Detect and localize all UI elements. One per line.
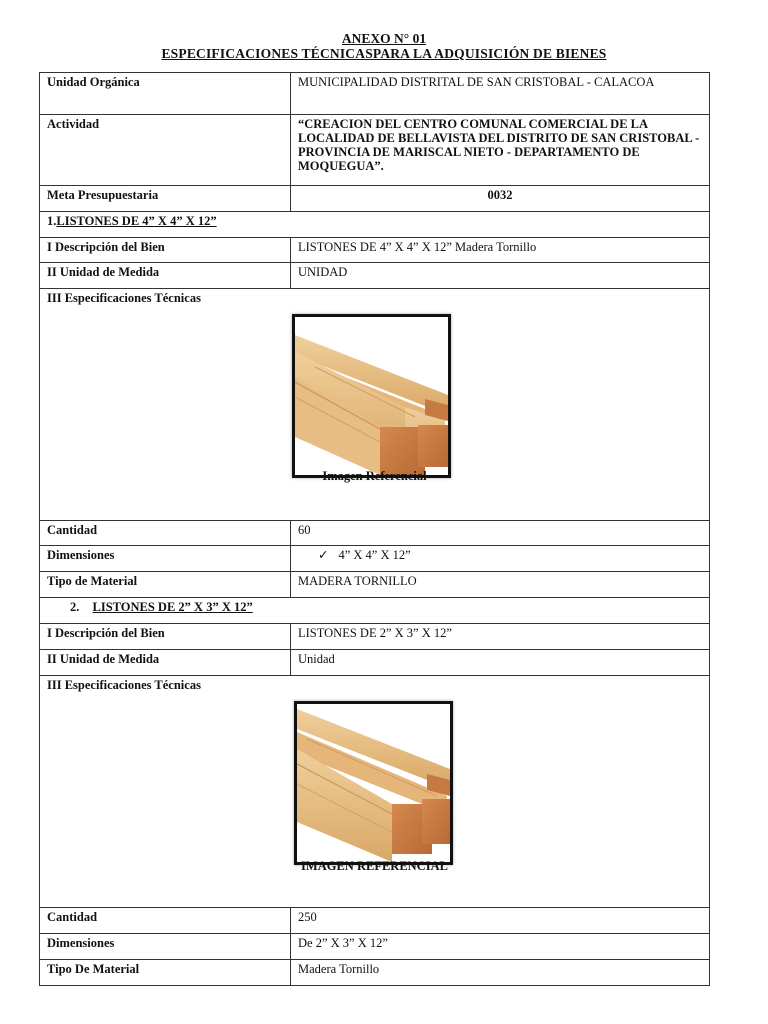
item1-cantidad-label: Cantidad <box>40 521 291 546</box>
meta-label: Meta Presupuestaria <box>40 186 291 212</box>
item2-title: LISTONES DE 2” X 3” X 12” <box>92 600 253 614</box>
document-title: ESPECIFICACIONES TÉCNICASPARA LA ADQUISICIÓN DE BIENES <box>161 46 607 61</box>
item1-esp-label: III Especificaciones Técnicas <box>47 291 201 305</box>
row-item2-especificaciones <box>40 676 710 908</box>
row-item1-dimensiones <box>40 546 710 572</box>
wood-planks-illustration-2 <box>297 704 450 862</box>
row-item1-unidad <box>40 263 710 289</box>
item1-title: LISTONES DE 4” X 4” X 12” <box>56 214 217 228</box>
item1-number: 1. <box>47 214 57 228</box>
row-meta <box>40 186 710 212</box>
item2-tipo-label: Tipo De Material <box>40 960 291 986</box>
item1-dim-label: Dimensiones <box>40 546 291 572</box>
item1-desc-value: LISTONES DE 4” X 4” X 12” Madera Tornillo <box>291 238 710 263</box>
wood-planks-illustration <box>295 317 448 475</box>
item2-esp-label: III Especificaciones Técnicas <box>47 678 201 692</box>
item2-cantidad-value: 250 <box>291 908 710 934</box>
item2-tipo-value: Madera Tornillo <box>291 960 710 986</box>
wood-planks-image-2 <box>294 701 453 865</box>
specifications-table <box>39 72 710 986</box>
row-item2-unidad <box>40 650 710 676</box>
wood-planks-image <box>292 314 451 478</box>
row-item1-desc <box>40 238 710 263</box>
item2-desc-value: LISTONES DE 2” X 3” X 12” <box>291 624 710 650</box>
row-actividad <box>40 115 710 186</box>
row-item2-tipo <box>40 960 710 986</box>
item2-especificaciones-cell <box>40 676 710 908</box>
item1-unidad-value: UNIDAD <box>291 263 710 289</box>
annex-title: ANEXO N° 01 <box>341 31 427 46</box>
row-item1-tipo <box>40 572 710 598</box>
item1-image-caption: Imagen Referencial <box>322 469 427 483</box>
item2-section-title <box>40 598 710 624</box>
row-item1-especificaciones <box>40 289 710 521</box>
meta-value: 0032 <box>291 186 710 212</box>
row-item2-desc <box>40 624 710 650</box>
item2-number: 2. <box>70 600 80 614</box>
item2-unidad-value: Unidad <box>291 650 710 676</box>
item2-unidad-label: II Unidad de Medida <box>40 650 291 676</box>
item1-unidad-label: II Unidad de Medida <box>40 263 291 289</box>
item2-cantidad-label: Cantidad <box>40 908 291 934</box>
row-item2-cantidad <box>40 908 710 934</box>
item2-desc-label: I Descripción del Bien <box>40 624 291 650</box>
item1-especificaciones-cell <box>40 289 710 521</box>
actividad-value: “CREACION DEL CENTRO COMUNAL COMERCIAL DE LA LOCALIDAD DE BELLAVISTA DEL DISTRITO DE SAN CRISTOBAL - PROVINCIA DE MARISCAL NIETO - DEPARTAMENTO DE MOQUEGUA”. <box>291 115 710 186</box>
item1-tipo-value: MADERA TORNILLO <box>291 572 710 598</box>
row-item2-title <box>40 598 710 624</box>
item1-tipo-label: Tipo de Material <box>40 572 291 598</box>
item1-desc-label: I Descripción del Bien <box>40 238 291 263</box>
item1-cantidad-value: 60 <box>291 521 710 546</box>
item1-dim-cell <box>291 546 710 572</box>
item1-dim-value: 4” X 4” X 12” <box>338 548 411 562</box>
item2-dim-value: De 2” X 3” X 12” <box>291 934 710 960</box>
item2-image-caption: IMAGEN REFERENCIAL <box>301 859 448 873</box>
row-item2-dimensiones <box>40 934 710 960</box>
checkmark-icon: ✓ <box>318 548 329 562</box>
row-item1-cantidad <box>40 521 710 546</box>
unidad-organica-value: MUNICIPALIDAD DISTRITAL DE SAN CRISTOBAL - CALACOA <box>291 73 710 115</box>
item1-section-title <box>40 212 710 238</box>
row-unidad-organica <box>40 73 710 115</box>
item2-dim-label: Dimensiones <box>40 934 291 960</box>
unidad-organica-label: Unidad Orgánica <box>40 73 291 115</box>
actividad-label: Actividad <box>40 115 291 186</box>
row-item1-title <box>40 212 710 238</box>
